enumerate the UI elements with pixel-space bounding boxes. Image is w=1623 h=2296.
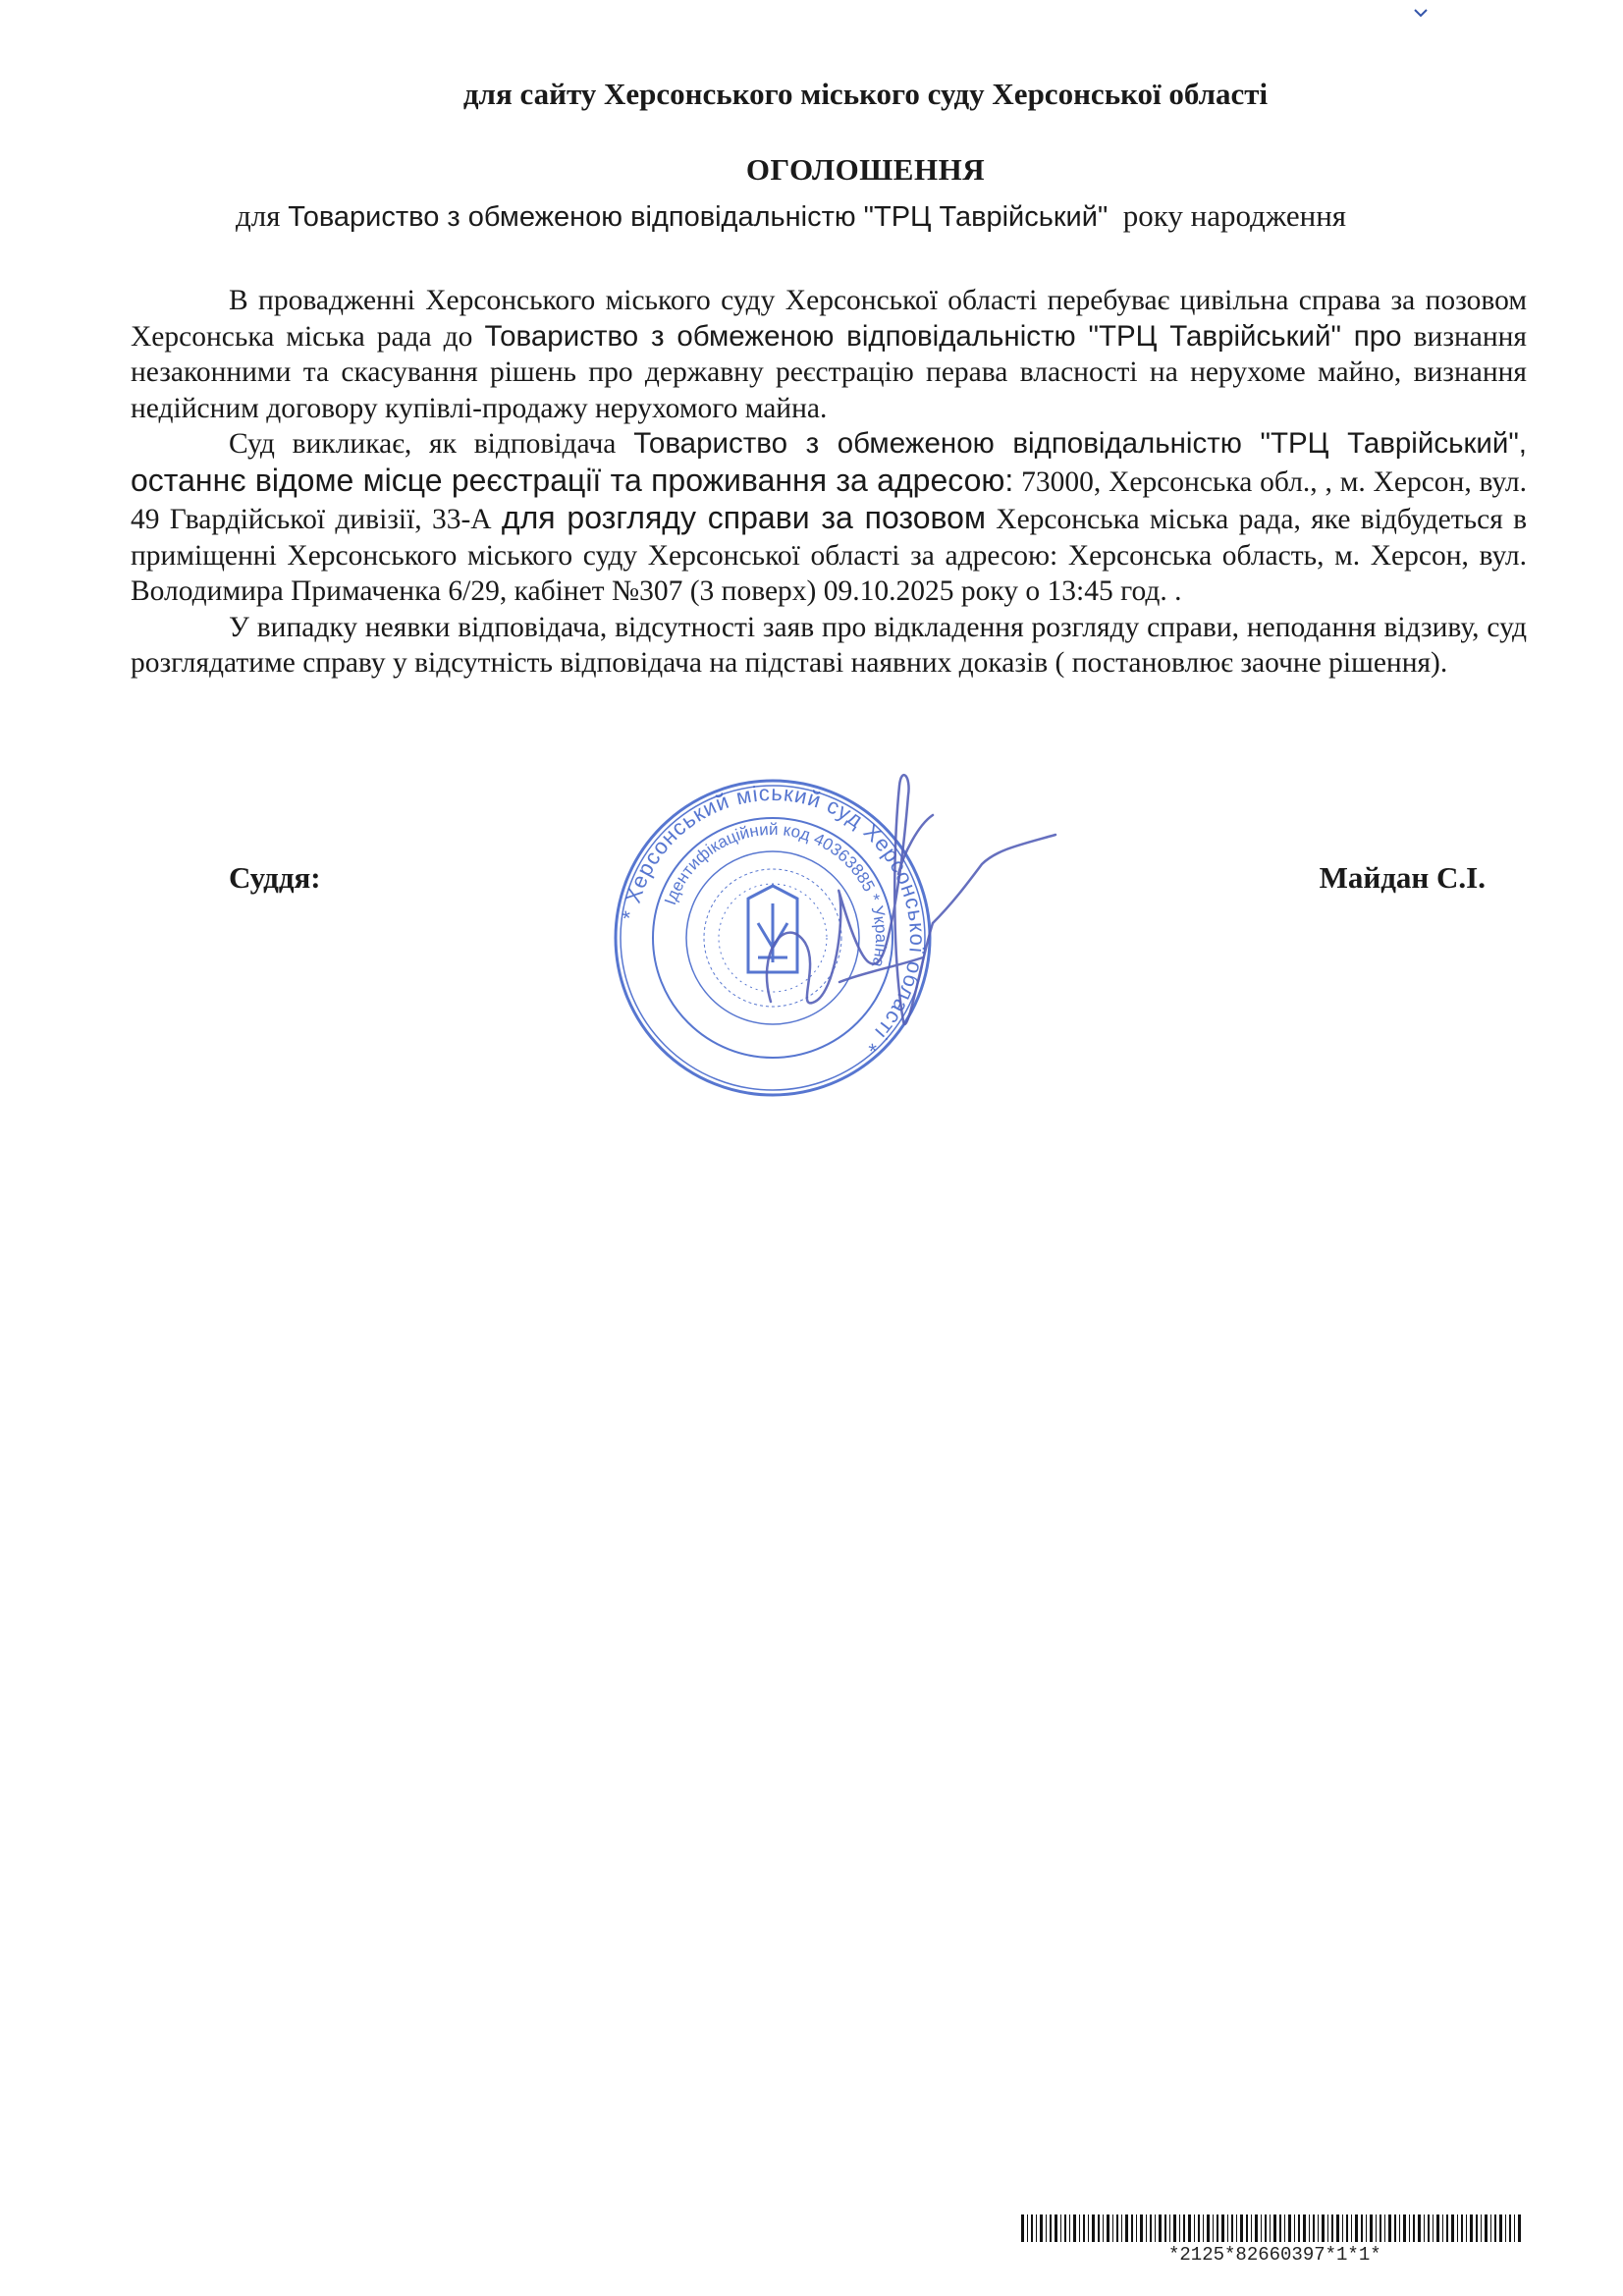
summons-purpose: для розгляду справи за позовом [501, 500, 986, 535]
judge-signature-icon [727, 756, 1060, 1080]
hearing-details: Херсонська міська рада, яке відбудеться в приміщенні Херсонського міського суду Херсонської області за адресою: Херсонська область, м. Херсон, вул. Володимира Примаченка 6/29, кабінет №307 (3 поверх) 09.10.2025 року о 13:45 год. . [131, 504, 1528, 607]
paragraph-case-pro: про [1340, 319, 1402, 353]
subtitle-party: Товариство з обмеженою відповідальністю "ТРЦ Таврійський" [288, 201, 1109, 233]
defendant-name: Товариство з обмеженою відповідальністю "ТРЦ Таврійський" [484, 319, 1341, 353]
summons-comma: , [1518, 427, 1527, 460]
barcode-text: *2125*82660397*1*1* [1168, 2244, 1381, 2266]
subtitle-prefix: для [236, 198, 289, 233]
paragraph-case-connector: до [431, 320, 485, 353]
paragraph-case [131, 283, 1527, 426]
stamp-outer-text: * Херсонський міський суд Херсонської області * [617, 780, 931, 1058]
document-header: для сайту Херсонського міського суду Херсонської області [462, 77, 1269, 111]
barcode-icon [1021, 2214, 1522, 2242]
corner-mark-icon [1414, 8, 1428, 18]
claim-subject: визнання незаконними та скасування рішень про державну реєстрацію перава власності на нерухоме майно, визнання недійсним договору купівлі-продажу нерухомого майна. [131, 320, 1527, 424]
summons-address: 73000, Херсонська обл., , м. Херсон, вул. 49 Гвардійської дивізії, 33-А [131, 465, 1528, 535]
summons-intro: Суд викликає, як відповідача [229, 428, 634, 460]
document-subtitle [236, 198, 1551, 234]
paragraph-warning: У випадку неявки відповідача, відсутності заяв про відкладення розгляду справи, неподання відзиву, суд розглядатиме справу у відсутність відповідача на підставі наявних доказів ( постановлює заочне рішення). [131, 611, 1527, 679]
announcement-body [131, 283, 1527, 682]
judge-name: Майдан С.І. [1319, 860, 1486, 895]
judge-label: Суддя: [229, 860, 321, 895]
summons-defendant: Товариство з обмеженою відповідальністю "ТРЦ Таврійський" [633, 427, 1519, 460]
plaintiff-name: Херсонська міська рада [131, 320, 432, 353]
subtitle-suffix: року народження [1108, 198, 1347, 233]
stamp-inner-text: Ідентифікаційний код 40363885 * Україна [660, 819, 892, 969]
summons-address-label: останнє відоме місце реєстрації та проживання за адресою: [131, 462, 1014, 498]
paragraph-summons [131, 426, 1527, 610]
paragraph-case-intro: В провадженні Херсонського міського суду Херсонської області перебуває цивільна справа за позовом [229, 285, 1527, 316]
document-title: ОГОЛОШЕННЯ [745, 152, 986, 187]
